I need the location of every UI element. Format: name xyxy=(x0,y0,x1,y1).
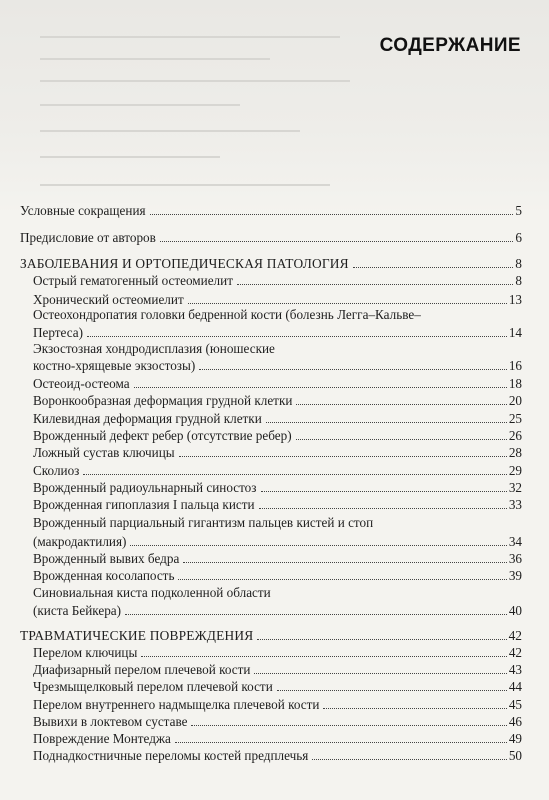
toc-entry[interactable] xyxy=(33,645,522,661)
toc-entry-page: 42 xyxy=(508,645,522,660)
toc-entry-label: Повреждение Монтеджа xyxy=(33,731,171,746)
leader-dots xyxy=(257,639,506,640)
toc-entry-label: Сколиоз xyxy=(33,463,80,478)
bleed-line xyxy=(40,36,340,38)
toc-entry-page: 8 xyxy=(515,256,522,271)
toc-entry-label-line2: костно-хрящевые экзостозы) xyxy=(33,358,196,373)
toc-entry-label: Перелом ключицы xyxy=(33,645,138,660)
toc-entry-page: 16 xyxy=(508,358,522,373)
leader-dots xyxy=(259,508,507,509)
toc-entry[interactable] xyxy=(33,463,522,479)
toc-entry-label-line1[interactable]: Экзостозная хондродисплазия (юношеские xyxy=(33,341,275,356)
toc-entry-page: 50 xyxy=(508,748,522,763)
leader-dots xyxy=(296,439,507,440)
toc-entry-page: 46 xyxy=(508,714,522,729)
toc-entry-label: Остеоид-остеома xyxy=(33,376,130,391)
toc-entry-page: 6 xyxy=(515,230,522,245)
toc-entry-page: 40 xyxy=(508,603,522,618)
show-through-area xyxy=(0,0,549,215)
toc-entry-label: Острый гематогенный остеомиелит xyxy=(33,273,233,288)
toc-entry-label: Условные сокращения xyxy=(20,203,146,218)
leader-dots xyxy=(277,690,507,691)
toc-entry[interactable] xyxy=(33,393,522,409)
leader-dots xyxy=(125,614,507,615)
toc-entry-label: Вывихи в локтевом суставе xyxy=(33,714,188,729)
toc-entry-page: 20 xyxy=(508,393,522,408)
toc-entry-page: 29 xyxy=(508,463,522,478)
toc-entry-label: Хронический остеомиелит xyxy=(33,292,184,307)
leader-dots xyxy=(353,267,513,268)
toc-entry-label: ЗАБОЛЕВАНИЯ И ОРТОПЕДИЧЕСКАЯ ПАТОЛОГИЯ xyxy=(20,256,349,271)
bleed-line xyxy=(40,58,270,60)
leader-dots xyxy=(237,284,513,285)
toc-entry-label: Килевидная деформация грудной клетки xyxy=(33,411,262,426)
toc-entry-page: 49 xyxy=(508,731,522,746)
leader-dots xyxy=(199,369,507,370)
toc-entry-page: 13 xyxy=(508,292,522,307)
toc-entry[interactable] xyxy=(33,411,522,427)
toc-entry-label: Чрезмыщелковый перелом плечевой кости xyxy=(33,679,273,694)
toc-entry-label: Воронкообразная деформация грудной клетки xyxy=(33,393,293,408)
toc-entry-page: 45 xyxy=(508,697,522,712)
toc-entry-label: Врожденная косолапость xyxy=(33,568,175,583)
toc-entry[interactable] xyxy=(33,679,522,695)
toc-entry-label: Врожденная гипоплазия I пальца кисти xyxy=(33,497,255,512)
toc-entry[interactable] xyxy=(33,480,522,496)
leader-dots xyxy=(261,491,507,492)
toc-entry-label: Ложный сустав ключицы xyxy=(33,445,175,460)
toc-entry-label-line2: (киста Бейкера) xyxy=(33,603,122,618)
toc-entry-label-line1[interactable]: Врожденный парциальный гигантизм пальцев кистей и стоп xyxy=(33,515,374,530)
toc-entry[interactable] xyxy=(33,603,522,619)
bleed-line xyxy=(40,80,350,82)
toc-entry-page: 26 xyxy=(508,428,522,443)
leader-dots xyxy=(160,241,514,242)
leader-dots xyxy=(312,759,506,760)
leader-dots xyxy=(254,673,506,674)
toc-entry-page: 34 xyxy=(508,534,522,549)
leader-dots xyxy=(134,387,507,388)
leader-dots xyxy=(296,404,506,405)
toc-entry[interactable] xyxy=(20,203,522,219)
toc-entry-page: 44 xyxy=(508,679,522,694)
toc-entry-label: Врожденный вывих бедра xyxy=(33,551,180,566)
leader-dots xyxy=(188,303,507,304)
toc-entry[interactable] xyxy=(33,376,522,392)
toc-entry[interactable] xyxy=(33,551,522,567)
toc-entry[interactable] xyxy=(33,697,522,713)
leader-dots xyxy=(191,725,506,726)
toc-entry-page: 28 xyxy=(508,445,522,460)
bleed-line xyxy=(40,104,240,106)
toc-entry-page: 14 xyxy=(508,325,522,340)
leader-dots xyxy=(178,579,506,580)
toc-entry-page: 25 xyxy=(508,411,522,426)
toc-entry-label: Поднадкостничные переломы костей предплечья xyxy=(33,748,309,763)
toc-entry-label-line2: (макродактилия) xyxy=(33,534,127,549)
toc-entry[interactable] xyxy=(33,534,522,550)
leader-dots xyxy=(87,336,507,337)
bleed-line xyxy=(40,156,220,158)
toc-entry[interactable] xyxy=(33,445,522,461)
toc-entry-page: 39 xyxy=(508,568,522,583)
toc-entry-label-line1[interactable]: Синовиальная киста подколенной области xyxy=(33,585,271,600)
toc-entry-label: Предисловие от авторов xyxy=(20,230,156,245)
toc-entry[interactable] xyxy=(33,273,522,289)
toc-entry-page: 42 xyxy=(508,628,522,643)
toc-entry-page: 43 xyxy=(508,662,522,677)
toc-entry[interactable] xyxy=(20,230,522,246)
toc-entry[interactable] xyxy=(33,568,522,584)
bleed-line xyxy=(40,130,300,132)
leader-dots xyxy=(83,474,506,475)
toc-section-heading[interactable] xyxy=(20,628,522,644)
leader-dots xyxy=(130,545,506,546)
leader-dots xyxy=(141,656,506,657)
toc-entry-label: ТРАВМАТИЧЕСКИЕ ПОВРЕЖДЕНИЯ xyxy=(20,628,254,643)
toc-entry[interactable] xyxy=(33,292,522,308)
toc-entry-page: 36 xyxy=(508,551,522,566)
page-title: СОДЕРЖАНИЕ xyxy=(379,35,521,56)
toc-entry[interactable] xyxy=(33,662,522,678)
toc-section-heading[interactable] xyxy=(20,256,522,272)
toc-entry-label: Диафизарный перелом плечевой кости xyxy=(33,662,251,677)
toc-entry-page: 5 xyxy=(515,203,522,218)
leader-dots xyxy=(323,708,506,709)
leader-dots xyxy=(150,214,514,215)
toc-entry-label: Врожденный радиоульнарный синостоз xyxy=(33,480,257,495)
leader-dots xyxy=(266,422,507,423)
toc-entry[interactable] xyxy=(33,428,522,444)
bleed-line xyxy=(40,184,330,186)
toc-entry[interactable] xyxy=(33,358,522,374)
toc-entry-label-line2: Пертеса) xyxy=(33,325,84,340)
leader-dots xyxy=(175,742,507,743)
toc-entry-page: 32 xyxy=(508,480,522,495)
toc-entry[interactable] xyxy=(33,731,522,747)
toc-entry-page: 8 xyxy=(515,273,522,288)
toc-entry-label: Перелом внутреннего надмыщелка плечевой кости xyxy=(33,697,320,712)
toc-entry[interactable] xyxy=(33,497,522,513)
toc-entry[interactable] xyxy=(33,714,522,730)
toc-entry[interactable] xyxy=(33,748,522,764)
toc-entry-page: 33 xyxy=(508,497,522,512)
toc-entry-page: 18 xyxy=(508,376,522,391)
toc-entry[interactable] xyxy=(33,325,522,341)
toc-entry-label: Врожденный дефект ребер (отсутствие ребер) xyxy=(33,428,292,443)
toc-entry-label-line1[interactable]: Остеохондропатия головки бедренной кости (болезнь Легга–Кальве– xyxy=(33,307,421,322)
leader-dots xyxy=(179,456,507,457)
leader-dots xyxy=(183,562,507,563)
